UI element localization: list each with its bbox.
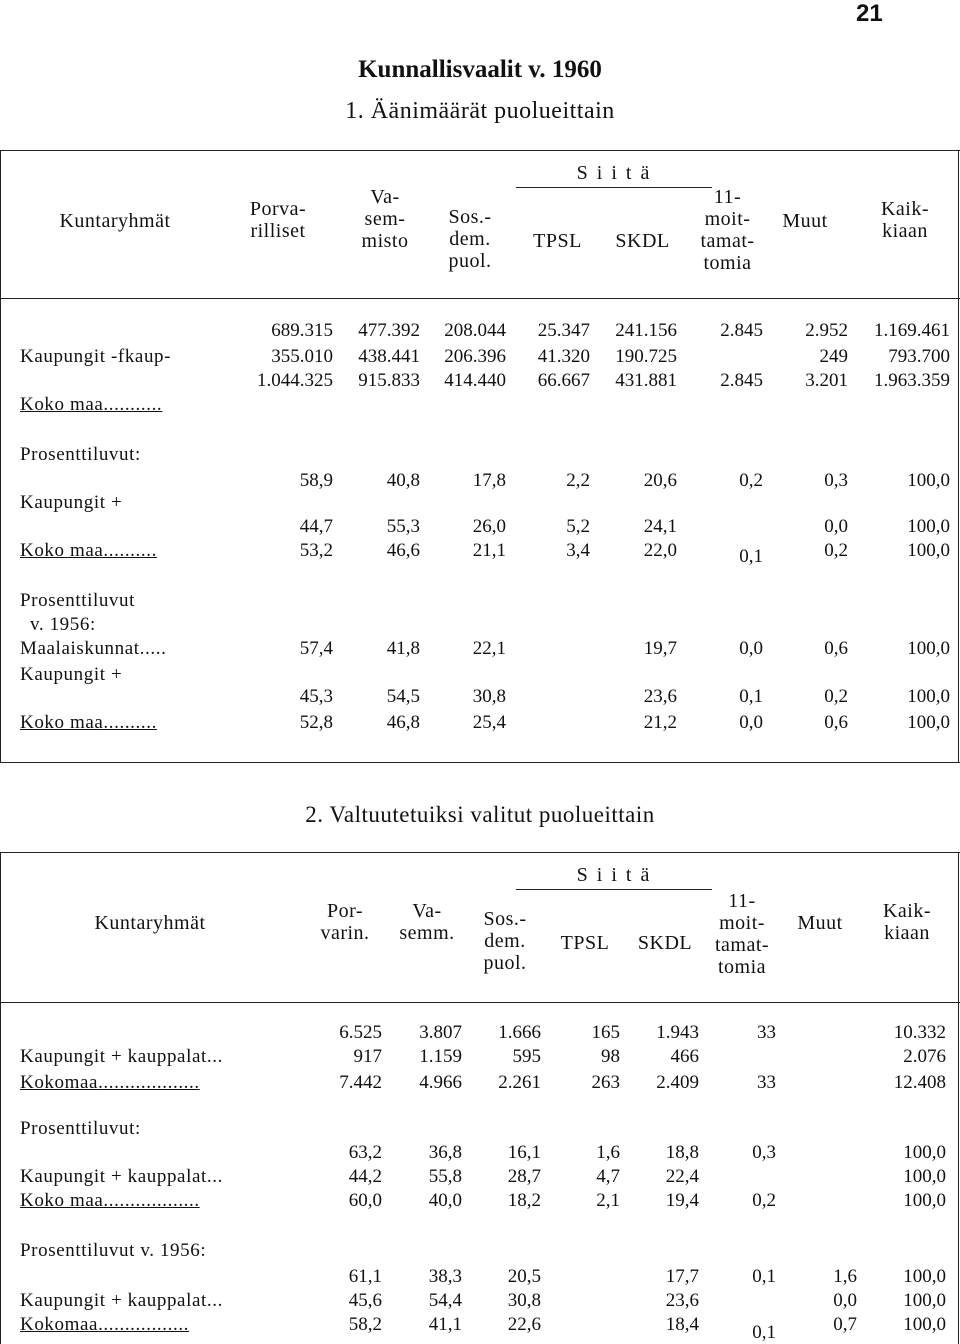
table1-header-sosdem: Sos.- dem. puol. [448,206,492,272]
table1-cell: 44,7 [299,516,333,537]
table2-label-kokomaa-3: Kokomaa................. [20,1314,190,1335]
table2-cell: 22,4 [665,1166,699,1187]
table2-cell: 2,1 [596,1190,620,1211]
table2-cell: 2.076 [903,1046,946,1067]
table1-cell: 0,1 [739,546,763,567]
table1-label-prosenttiluvut-1956-b: v. 1956: [30,614,96,635]
table2-cell: 100,0 [903,1166,946,1187]
table1-cell: 22,1 [472,638,506,659]
table2-cell: 33 [757,1022,776,1043]
table1-cell: 30,8 [472,686,506,707]
table2-header-siita: S i i t ä [576,864,652,886]
table1-cell: 477.392 [358,320,420,341]
table2-caption: 2. Valtuutetuiksi valitut puolueittain [305,802,655,827]
table1-cell: 1.044.325 [257,370,333,391]
table1-cell: 40,8 [386,470,420,491]
table2-cell: 61,1 [348,1266,382,1287]
table2-header-vasemm: Va- semm. [399,900,455,944]
table1-cell: 52,8 [299,712,333,733]
table1-cell: 2.845 [720,370,763,391]
table1-cell: 100,0 [907,516,950,537]
table1-cell: 208.044 [444,320,506,341]
table1-label-kaupungit-kaup: Kaupungit -fkaup- [20,346,172,367]
table1-cell: 2,2 [566,470,590,491]
table2-label-kaupungit-kauppalat-3: Kaupungit + kauppalat... [20,1290,223,1311]
table2-header-kaikkiaan: Kaik- kiaan [882,900,932,944]
table1-cell: 53,2 [299,540,333,561]
table1-cell: 915.833 [358,370,420,391]
table1-cell: 689.315 [271,320,333,341]
table2-cell: 17,7 [665,1266,699,1287]
table1-cell: 0,6 [824,712,848,733]
table1-cell: 100,0 [907,470,950,491]
table2-cell: 33 [757,1072,776,1093]
table1-bottom-border [0,762,960,763]
table2-cell: 44,2 [348,1166,382,1187]
table2-cell: 16,1 [507,1142,541,1163]
table1-header-vasemmisto: Va- sem- misto [361,186,409,252]
table2-cell: 54,4 [428,1290,462,1311]
table2-cell: 917 [353,1046,382,1067]
table1-cell: 41.320 [537,346,590,367]
table2-cell: 263 [591,1072,620,1093]
page-title: Kunnallisvaalit v. 1960 [358,56,602,83]
table1-cell: 66.667 [537,370,590,391]
table1-cell: 100,0 [907,638,950,659]
table1-left-border [0,150,1,762]
table1-cell: 21,1 [472,540,506,561]
table2-cell: 45,6 [348,1290,382,1311]
table2-cell: 2.409 [656,1072,699,1093]
table1-cell: 0,1 [739,686,763,707]
table2-cell: 4,7 [596,1166,620,1187]
table1-cell: 431.881 [615,370,677,391]
table2-cell: 23,6 [665,1290,699,1311]
table1-cell: 0,6 [824,638,848,659]
table1-cell: 1.963.359 [874,370,950,391]
table2-cell: 100,0 [903,1190,946,1211]
table1-cell: 0,2 [824,540,848,561]
table1-cell: 21,2 [643,712,677,733]
table2-cell: 1,6 [596,1142,620,1163]
table2-top-border [0,852,960,853]
table1-label-maalaiskunnat: Maalaiskunnat..... [20,638,167,659]
table1-header-luokittelemattomia: 11- moit- tamat- tomia [700,186,755,274]
table1-header-porvarilliset: Porva- rilliset [249,198,307,242]
table1-label-koko-maa-1: Koko maa........... [20,394,163,415]
table2-label-prosenttiluvut: Prosenttiluvut: [20,1118,141,1139]
table2-cell: 3.807 [419,1022,462,1043]
table1-cell: 46,8 [386,712,420,733]
table2-label-prosenttiluvut-1956: Prosenttiluvut v. 1956: [20,1240,207,1261]
table1-cell: 3,4 [566,540,590,561]
page-number: 21 [856,0,883,27]
table2-label-kaupungit-kauppalat-1: Kaupungit + kauppalat... [20,1046,223,1067]
table1-cell: 206.396 [444,346,506,367]
table1-cell: 3.201 [805,370,848,391]
table1-label-prosenttiluvut: Prosenttiluvut: [20,444,141,465]
table1-header-skdl: SKDL [615,230,670,252]
table2-cell: 36,8 [428,1142,462,1163]
table1-header-tpsl: TPSL [533,230,582,252]
table1-cell: 414.440 [444,370,506,391]
table1-cell: 55,3 [386,516,420,537]
table2-cell: 595 [512,1046,541,1067]
table1-cell: 0,0 [824,516,848,537]
table1-label-prosenttiluvut-1956-a: Prosenttiluvut [20,590,136,611]
table2-cell: 100,0 [903,1314,946,1335]
table1-cell: 19,7 [643,638,677,659]
table2-cell: 41,1 [428,1314,462,1335]
table2-cell: 1.666 [498,1022,541,1043]
table2-siita-rule [516,889,712,890]
table1-right-border [958,150,959,762]
table1-cell: 45,3 [299,686,333,707]
table1-cell: 249 [819,346,848,367]
table1-cell: 190.725 [615,346,677,367]
table2-cell: 98 [601,1046,620,1067]
table2-cell: 0,2 [752,1190,776,1211]
table1-cell: 100,0 [907,686,950,707]
table2-label-kaupungit-kauppalat-2: Kaupungit + kauppalat... [20,1166,223,1187]
table1-label-kaupungit-plus-1: Kaupungit + [20,492,123,513]
table1-cell: 0,0 [739,712,763,733]
table2-cell: 10.332 [893,1022,946,1043]
table2-cell: 100,0 [903,1142,946,1163]
table2-cell: 0,7 [833,1314,857,1335]
table2-right-border [958,852,959,1344]
table2-cell: 28,7 [507,1166,541,1187]
table1-header-kuntaryhmat: Kuntaryhmät [59,210,171,232]
table1-caption: 1. Äänimäärät puolueittain [345,98,615,124]
table2-cell: 58,2 [348,1314,382,1335]
table2-cell: 0,1 [752,1322,776,1343]
table1-cell: 5,2 [566,516,590,537]
table1-top-border [0,150,960,151]
table2-cell: 6.525 [339,1022,382,1043]
table2-cell: 4.966 [419,1072,462,1093]
table1-cell: 24,1 [643,516,677,537]
table2-cell: 2.261 [498,1072,541,1093]
table2-cell: 40,0 [428,1190,462,1211]
table2-cell: 1.943 [656,1022,699,1043]
table1-cell: 26,0 [472,516,506,537]
table2-cell: 22,6 [507,1314,541,1335]
table2-header-sosdem: Sos.- dem. puol. [483,908,527,974]
table1-cell: 41,8 [386,638,420,659]
table1-cell: 793.700 [888,346,950,367]
table1-header-kaikkiaan: Kaik- kiaan [880,198,930,242]
table1-label-kaupungit-plus-2: Kaupungit + [20,664,123,685]
table2-cell: 19,4 [665,1190,699,1211]
table1-cell: 23,6 [643,686,677,707]
table1-cell: 0,2 [824,686,848,707]
table1-cell: 355.010 [271,346,333,367]
table2-header-tpsl: TPSL [560,932,610,954]
table2-label-kokomaa-1: Kokomaa................... [20,1072,200,1093]
table2-cell: 0,1 [752,1266,776,1287]
table2-cell: 100,0 [903,1290,946,1311]
table2-cell: 1.159 [419,1046,462,1067]
table1-cell: 1.169.461 [874,320,950,341]
table2-cell: 55,8 [428,1166,462,1187]
table2-cell: 7.442 [339,1072,382,1093]
table2-header-kuntaryhmat: Kuntaryhmät [94,912,206,934]
table2-cell: 100,0 [903,1266,946,1287]
table1-cell: 2.845 [720,320,763,341]
table2-header-skdl: SKDL [637,932,693,954]
table1-cell: 0,2 [739,470,763,491]
table1-cell: 100,0 [907,712,950,733]
table1-cell: 57,4 [299,638,333,659]
table2-cell: 30,8 [507,1290,541,1311]
table1-header-bottom-rule [0,298,960,299]
table2-cell: 63,2 [348,1142,382,1163]
table1-cell: 54,5 [386,686,420,707]
table1-label-koko-maa-2: Koko maa.......... [20,540,157,561]
table1-cell: 2.952 [805,320,848,341]
table1-header-siita: S i i t ä [576,162,652,184]
table2-cell: 20,5 [507,1266,541,1287]
table1-cell: 25.347 [537,320,590,341]
table1-label-koko-maa-3: Koko maa.......... [20,712,157,733]
table1-cell: 46,6 [386,540,420,561]
table2-cell: 466 [670,1046,699,1067]
table1-cell: 241.156 [615,320,677,341]
table2-cell: 0,0 [833,1290,857,1311]
table1-cell: 100,0 [907,540,950,561]
table2-header-muut: Muut [797,912,843,934]
table1-header-muut: Muut [782,210,828,232]
table2-cell: 165 [591,1022,620,1043]
table1-cell: 17,8 [472,470,506,491]
table2-header-luokittelemattomia: 11- moit- tamat- tomia [714,890,770,978]
table1-cell: 25,4 [472,712,506,733]
table2-left-border [0,852,1,1344]
table1-cell: 0,0 [739,638,763,659]
table2-cell: 38,3 [428,1266,462,1287]
table2-header-bottom-rule [0,1002,960,1003]
table1-cell: 20,6 [643,470,677,491]
table1-cell: 22,0 [643,540,677,561]
table2-cell: 12.408 [893,1072,946,1093]
table2-cell: 1,6 [833,1266,857,1287]
table1-cell: 0,3 [824,470,848,491]
table1-cell: 58,9 [299,470,333,491]
table2-header-porvarin: Por- varin. [320,900,370,944]
table2-cell: 0,3 [752,1142,776,1163]
table2-cell: 18,8 [665,1142,699,1163]
table2-cell: 60,0 [348,1190,382,1211]
table2-cell: 18,4 [665,1314,699,1335]
table2-cell: 18,2 [507,1190,541,1211]
table1-cell: 438.441 [358,346,420,367]
table2-label-koko-maa-2: Koko maa.................. [20,1190,200,1211]
